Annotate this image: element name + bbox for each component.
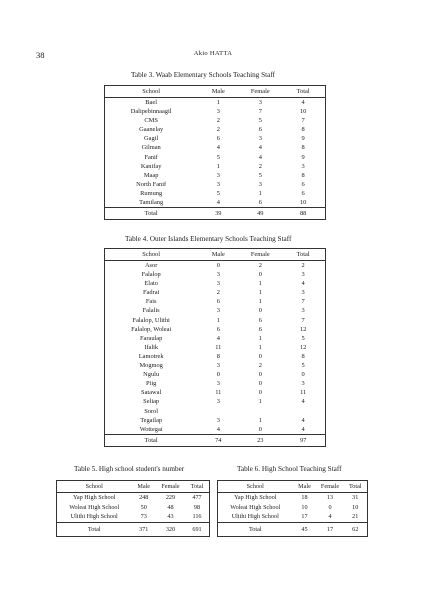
- school-cell: Lamotrek: [138, 352, 164, 360]
- value-cell: 48: [167, 503, 174, 511]
- header-row: [105, 249, 326, 261]
- total-row: [105, 434, 326, 446]
- school-cell: Tegailap: [140, 416, 163, 424]
- value-cell: 2: [258, 162, 262, 170]
- school-cell: Wottegai: [139, 425, 163, 433]
- total-row: [218, 522, 368, 536]
- value-cell: 3: [258, 180, 262, 188]
- table-row: [105, 134, 326, 143]
- value-cell: 10: [299, 108, 307, 116]
- value-cell: 1: [258, 280, 262, 288]
- total-label: Total: [105, 208, 198, 220]
- value-cell: 7: [301, 117, 305, 125]
- table-row: [105, 297, 326, 306]
- table-row: [105, 416, 326, 425]
- value-cell: 3: [258, 135, 262, 143]
- value-cell: 98: [193, 503, 201, 511]
- value-cell: 17: [301, 513, 308, 521]
- value-cell: 8: [301, 126, 305, 134]
- value-cell: 3: [216, 398, 220, 406]
- total-value: 39: [197, 208, 239, 220]
- table-row: [218, 512, 368, 522]
- value-cell: 1: [258, 416, 262, 424]
- column-header: Female: [156, 481, 185, 493]
- table-row: [105, 334, 326, 343]
- value-cell: 4: [258, 153, 262, 161]
- value-cell: 248: [139, 494, 149, 501]
- value-cell: 1: [258, 189, 262, 197]
- table3: [104, 85, 326, 220]
- value-cell: 3: [216, 171, 220, 179]
- table-row: [105, 370, 326, 379]
- school-cell: Asor: [144, 262, 158, 269]
- column-header: Total: [281, 249, 325, 261]
- column-header: Male: [197, 86, 239, 98]
- value-cell: 11: [300, 389, 307, 397]
- school-cell: Ulithi High School: [70, 513, 118, 521]
- value-cell: 5: [216, 153, 220, 161]
- column-header: Female: [239, 86, 281, 98]
- table-row: [105, 270, 326, 279]
- table-row: [105, 198, 326, 208]
- value-cell: 4: [301, 416, 305, 424]
- school-cell: Tamilang: [139, 199, 164, 207]
- table-row: [105, 306, 326, 315]
- school-cell: Woleai High School: [69, 503, 120, 511]
- column-header: Total: [185, 481, 210, 493]
- value-cell: 4: [216, 425, 220, 433]
- value-cell: 8: [301, 171, 305, 179]
- value-cell: 6: [301, 180, 305, 188]
- value-cell: 7: [301, 298, 305, 306]
- value-cell: 4: [216, 334, 220, 342]
- value-cell: 1: [216, 99, 220, 106]
- school-cell: Satawal: [141, 389, 162, 397]
- value-cell: [281, 407, 325, 416]
- table-row: [57, 503, 210, 513]
- total-value: 62: [344, 522, 368, 536]
- value-cell: 0: [328, 503, 332, 511]
- value-cell: 3: [216, 362, 220, 370]
- total-value: 320: [156, 522, 185, 536]
- school-cell: Yap High School: [234, 494, 277, 501]
- school-cell: Falalop: [141, 271, 161, 279]
- school-cell: Falalis: [142, 307, 160, 315]
- school-cell: Kanifay: [140, 162, 162, 170]
- table-row: [105, 425, 326, 435]
- total-row: [105, 208, 326, 220]
- table-row: [105, 407, 326, 416]
- total-value: 23: [239, 434, 281, 446]
- value-cell: 6: [258, 199, 262, 207]
- table-row: [105, 325, 326, 334]
- value-cell: 18: [301, 494, 308, 501]
- value-cell: 73: [140, 513, 147, 521]
- value-cell: 5: [258, 171, 262, 179]
- value-cell: 0: [216, 371, 220, 379]
- school-cell: Ifalik: [144, 343, 159, 351]
- value-cell: 6: [258, 126, 262, 134]
- value-cell: 1: [258, 334, 262, 342]
- value-cell: 5: [301, 362, 305, 370]
- value-cell: 31: [352, 494, 359, 501]
- table-row: [105, 180, 326, 189]
- column-header: School: [105, 86, 198, 98]
- school-cell: Mogmog: [139, 362, 163, 370]
- value-cell: 0: [258, 352, 262, 360]
- column-header: Male: [293, 481, 317, 493]
- table4-caption: Table 4. Outer Islands Elementary Schools Teaching Staff: [125, 235, 292, 243]
- school-cell: North Fanif: [136, 180, 167, 188]
- school-cell: Rumung: [140, 189, 163, 197]
- school-cell: Piig: [146, 380, 157, 388]
- table-row: [105, 107, 326, 116]
- value-cell: 4: [301, 99, 305, 106]
- value-cell: 6: [258, 325, 262, 333]
- table3-caption: Table 3. Waab Elementary Schools Teaching Staff: [131, 71, 275, 79]
- column-header: Total: [281, 86, 325, 98]
- value-cell: 4: [258, 144, 262, 152]
- school-cell: Gagil: [144, 135, 159, 143]
- header-row: [218, 481, 368, 493]
- table-row: [105, 279, 326, 288]
- value-cell: 116: [192, 513, 202, 521]
- school-cell: Falalop, Woleai: [131, 325, 172, 333]
- value-cell: 0: [258, 307, 262, 315]
- column-header: Total: [344, 481, 368, 493]
- table-row: [105, 171, 326, 180]
- value-cell: 2: [216, 289, 220, 297]
- value-cell: 3: [258, 99, 262, 106]
- header-row: [105, 86, 326, 98]
- value-cell: 13: [326, 494, 334, 501]
- table4: [104, 248, 326, 447]
- total-value: 17: [317, 522, 344, 536]
- school-cell: Fadrai: [142, 289, 160, 297]
- school-cell: Falalop, Ulithi: [132, 316, 170, 324]
- value-cell: 3: [216, 280, 220, 288]
- value-cell: 0: [258, 371, 262, 379]
- table-row: [105, 397, 326, 406]
- table-row: [105, 98, 326, 108]
- value-cell: 43: [167, 513, 174, 521]
- total-value: 97: [281, 434, 325, 446]
- value-cell: 0: [258, 389, 262, 397]
- value-cell: 3: [216, 180, 220, 188]
- value-cell: 3: [216, 416, 220, 424]
- table-row: [105, 189, 326, 198]
- value-cell: 12: [299, 325, 307, 333]
- table-row: [218, 493, 368, 503]
- value-cell: 1: [258, 289, 262, 297]
- value-cell: 10: [352, 503, 359, 511]
- value-cell: 0: [258, 271, 262, 279]
- table-row: [105, 343, 326, 352]
- table-row: [105, 143, 326, 152]
- table5: [56, 480, 210, 537]
- value-cell: 4: [328, 513, 332, 521]
- column-header: Male: [131, 481, 155, 493]
- value-cell: 3: [216, 380, 220, 388]
- value-cell: 3: [216, 108, 220, 116]
- value-cell: 4: [301, 280, 305, 288]
- value-cell: 10: [301, 503, 308, 511]
- table-row: [105, 361, 326, 370]
- value-cell: 4: [301, 425, 305, 433]
- table-row: [105, 261, 326, 271]
- table-row: [57, 493, 210, 503]
- header-row: [57, 481, 210, 493]
- table6: [217, 480, 368, 537]
- table-row: [57, 512, 210, 522]
- total-label: Total: [57, 522, 132, 536]
- table-row: [105, 316, 326, 325]
- column-header: School: [105, 249, 198, 261]
- value-cell: 8: [301, 144, 305, 152]
- value-cell: 2: [258, 262, 262, 269]
- school-cell: Maap: [143, 171, 159, 179]
- school-cell: Gilman: [141, 144, 161, 152]
- value-cell: 12: [299, 343, 307, 351]
- total-label: Total: [105, 434, 198, 446]
- table6-caption: Table 6. High School Teaching Staff: [237, 465, 342, 473]
- value-cell: 9: [301, 135, 305, 143]
- total-row: [57, 522, 210, 536]
- value-cell: 1: [258, 298, 262, 306]
- table-row: [105, 125, 326, 134]
- column-header: Female: [239, 249, 281, 261]
- value-cell: 477: [192, 494, 202, 501]
- table-row: [105, 388, 326, 397]
- school-cell: Woleai High School: [230, 503, 281, 511]
- school-cell: Elato: [144, 280, 158, 288]
- school-cell: Seliap: [143, 398, 160, 406]
- value-cell: 7: [258, 108, 262, 116]
- total-value: 74: [197, 434, 239, 446]
- table-row: [105, 379, 326, 388]
- value-cell: 5: [258, 117, 262, 125]
- value-cell: 229: [165, 494, 176, 501]
- value-cell: 3: [216, 307, 220, 315]
- value-cell: 3: [301, 307, 305, 315]
- value-cell: 1: [258, 398, 262, 406]
- school-cell: Gaanelay: [139, 126, 164, 134]
- value-cell: 6: [301, 189, 305, 197]
- value-cell: 2: [216, 126, 220, 134]
- table-row: [218, 503, 368, 513]
- value-cell: 0: [258, 380, 262, 388]
- total-value: 88: [281, 208, 325, 220]
- table-row: [105, 116, 326, 125]
- school-cell: Ulithi High School: [231, 513, 279, 521]
- value-cell: 0: [301, 371, 305, 379]
- total-value: 49: [239, 208, 281, 220]
- value-cell: 2: [216, 117, 220, 125]
- total-value: 45: [293, 522, 317, 536]
- total-value: 371: [131, 522, 155, 536]
- value-cell: 10: [299, 199, 307, 207]
- value-cell: 5: [301, 334, 305, 342]
- value-cell: 6: [216, 135, 220, 143]
- value-cell: 3: [301, 289, 305, 297]
- running-head: Akio HATTA: [193, 50, 233, 57]
- value-cell: 8: [216, 352, 220, 360]
- table-row: [105, 153, 326, 162]
- value-cell: 11: [215, 343, 222, 351]
- value-cell: 4: [216, 199, 220, 207]
- total-label: Total: [218, 522, 293, 536]
- school-cell: Faraulap: [139, 334, 163, 342]
- value-cell: 21: [352, 513, 359, 521]
- column-header: School: [57, 481, 132, 493]
- value-cell: 50: [140, 503, 147, 511]
- page-number: 38: [36, 50, 45, 60]
- table-row: [105, 288, 326, 297]
- value-cell: 3: [301, 162, 305, 170]
- value-cell: 3: [216, 271, 220, 279]
- value-cell: 1: [216, 316, 220, 324]
- table-row: [105, 352, 326, 361]
- school-cell: Ngulu: [143, 371, 160, 379]
- value-cell: 6: [216, 298, 220, 306]
- total-value: 691: [185, 522, 210, 536]
- school-cell: Bael: [145, 99, 158, 106]
- value-cell: 6: [258, 316, 262, 324]
- school-cell: Fais: [145, 298, 157, 306]
- value-cell: [197, 407, 239, 416]
- school-cell: Fanif: [144, 153, 158, 161]
- column-header: Female: [317, 481, 344, 493]
- value-cell: 5: [216, 189, 220, 197]
- column-header: School: [218, 481, 293, 493]
- school-cell: Sorol: [144, 407, 159, 415]
- value-cell: 4: [216, 144, 220, 152]
- value-cell: 2: [258, 362, 262, 370]
- value-cell: 2: [301, 262, 305, 269]
- value-cell: [239, 407, 281, 416]
- school-cell: Yap High School: [73, 494, 116, 501]
- value-cell: 8: [301, 352, 305, 360]
- column-header: Male: [197, 249, 239, 261]
- value-cell: 1: [258, 343, 262, 351]
- value-cell: 6: [216, 325, 220, 333]
- value-cell: 7: [301, 316, 305, 324]
- school-cell: Dalipebinnaagil: [130, 108, 172, 116]
- value-cell: 1: [216, 162, 220, 170]
- table-row: [105, 162, 326, 171]
- value-cell: 3: [301, 380, 305, 388]
- table5-caption: Table 5. High school student's number: [74, 465, 185, 473]
- value-cell: 0: [258, 425, 262, 433]
- school-cell: CMS: [144, 117, 158, 125]
- value-cell: 0: [216, 262, 220, 269]
- value-cell: 3: [301, 271, 305, 279]
- value-cell: 4: [301, 398, 305, 406]
- value-cell: 11: [215, 389, 222, 397]
- value-cell: 9: [301, 153, 305, 161]
